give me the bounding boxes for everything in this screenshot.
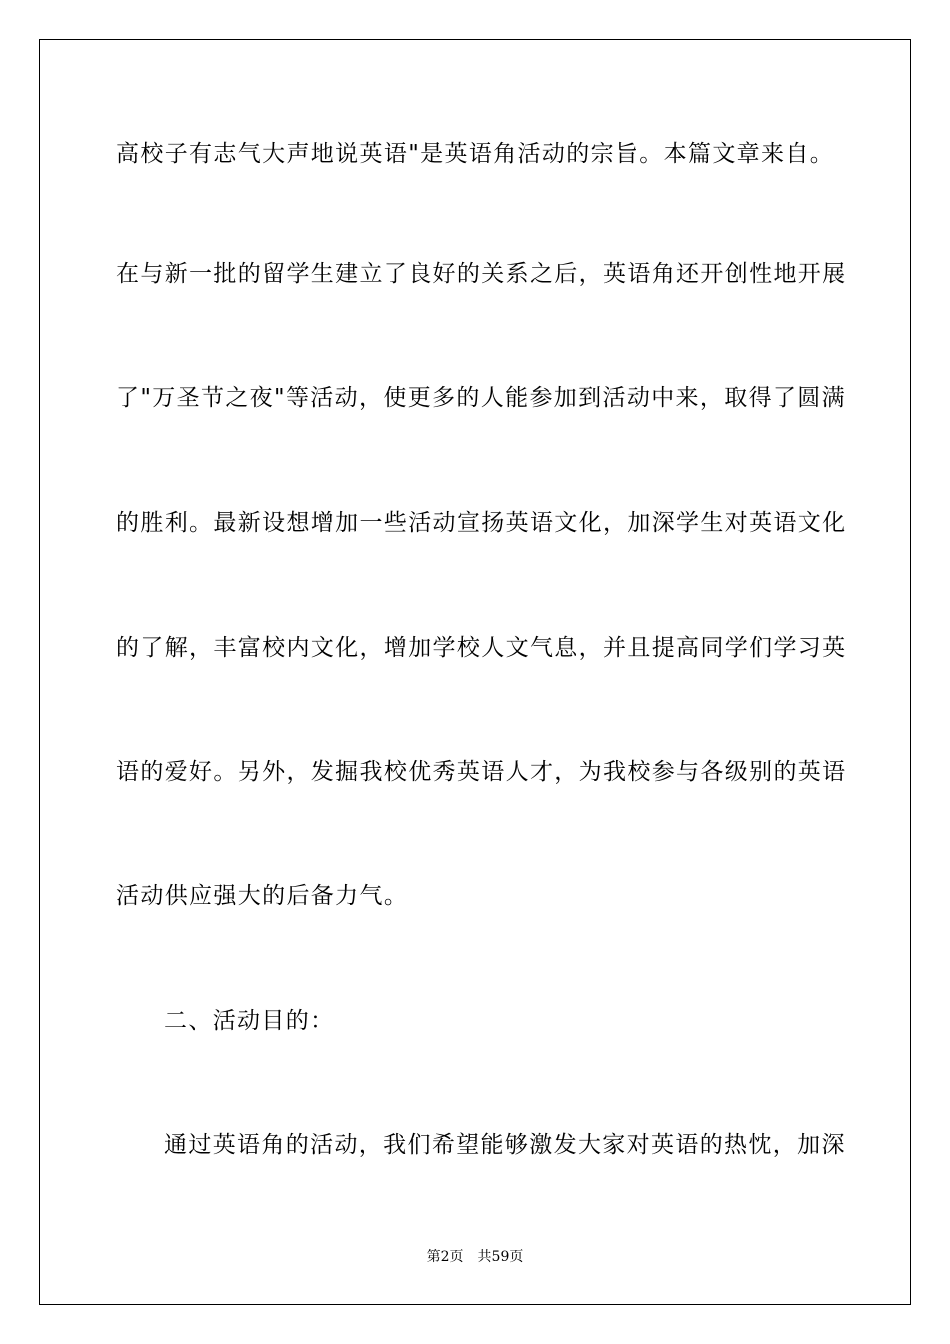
paragraph-line: 语的爱好。另外，发掘我校优秀英语人才，为我校参与各级别的英语 [116,759,847,785]
paragraph-line: 通过英语角的活动，我们希望能够激发大家对英语的热忱，加深 [164,1132,846,1158]
section-heading: 二、活动目的： [164,1008,335,1034]
paragraph-line: 的了解，丰富校内文化，增加学校人文气息，并且提高同学们学习英 [116,635,847,661]
paragraph-line: 了"万圣节之夜"等活动，使更多的人能参加到活动中来，取得了圆满 [116,385,847,411]
paragraph-line: 的胜利。最新设想增加一些活动宣扬英语文化，加深学生对英语文化 [116,510,847,536]
page-total: 共59页 [477,1249,524,1265]
paragraph-line: 高校子有志气大声地说英语"是英语角活动的宗旨。本篇文章来自。 [116,141,835,167]
page-border [39,39,911,1305]
page-footer [0,1248,950,1266]
page-number: 第2页 [426,1249,464,1265]
paragraph-line: 活动供应强大的后备力气。 [116,883,409,909]
paragraph-line: 在与新一批的留学生建立了良好的关系之后，英语角还开创性地开展 [116,261,847,287]
